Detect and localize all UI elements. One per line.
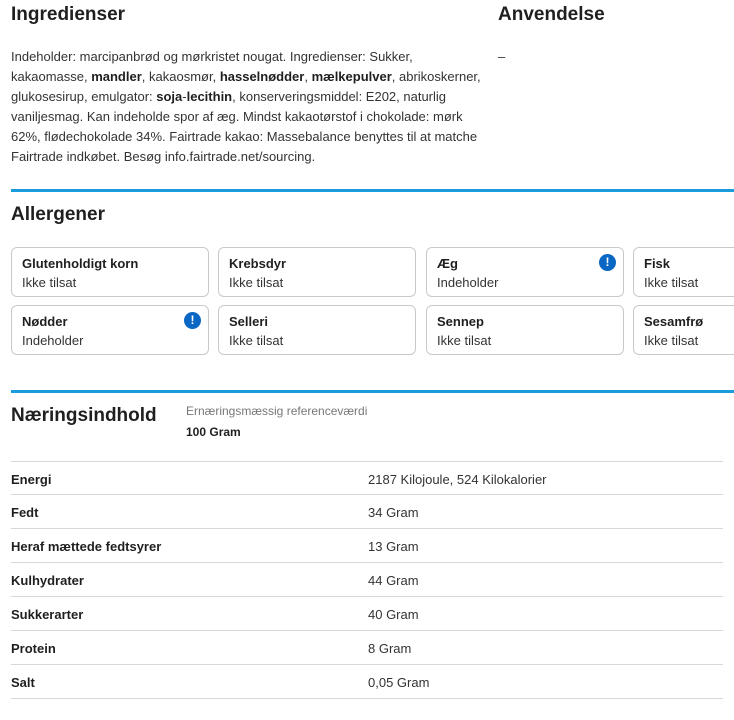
allergen-card [633,305,734,355]
allergen-status: Ikke tilsat [229,333,284,348]
nutrition-row [11,563,723,597]
reference-label: Ernæringsmæssig referenceværdi [186,404,368,418]
nutrition-row [11,665,723,699]
nutrition-row [11,461,723,495]
allergen-status: Indeholder [22,333,84,348]
nutrition-title: Næringsindhold [11,405,157,426]
allergen-name: Nødder [22,314,68,329]
allergen-name: Æg [437,256,458,271]
nutrient-name: Sukkerarter [11,607,84,622]
section-divider [11,390,734,393]
reference-value: 100 Gram [186,425,241,439]
allergen-status: Ikke tilsat [437,333,492,348]
usage-text: – [498,49,506,64]
allergen-status: Ikke tilsat [229,275,284,290]
allergen-name: Selleri [229,314,269,329]
nutrition-row [11,495,723,529]
nutrient-value: 2187 Kilojoule, 524 Kilokalorier [368,472,547,487]
nutrient-name: Heraf mættede fedtsyrer [11,539,162,554]
nutrient-name: Salt [11,675,35,690]
section-divider [11,189,734,192]
nutrient-value: 8 Gram [368,641,412,656]
allergen-cards [11,247,734,359]
nutrition-row [11,631,723,665]
nutrient-value: 40 Gram [368,607,419,622]
allergen-card [426,247,624,297]
ingredient-text-segment: , konserveringsmiddel: E202, naturlig vaniljesmag. Kan indeholde spor af æg. Mindst kakaotørstof i chokolade: mørk 62%, flødechokolade 34%. Fairtrade kakao: Massebalance benyttes til at matche Fairtrade indkøbet. Besøg info.fairtrade.net/sourcing. [11,89,478,164]
allergen-status: Ikke tilsat [644,333,699,348]
ingredients-text [11,47,481,167]
allergen-name: Krebsdyr [229,256,287,271]
allergen-card [633,247,734,297]
exclamation-circle-icon: ! [599,254,616,271]
nutrient-name: Protein [11,641,56,656]
allergen-card [218,247,416,297]
allergen-card [426,305,624,355]
ingredient-text-segment: , kakaosmør, [141,69,220,84]
nutrient-name: Energi [11,472,52,487]
allergen-highlight: mandler [91,69,142,84]
nutrient-value: 44 Gram [368,573,419,588]
allergen-card [11,247,209,297]
nutrition-row [11,597,723,631]
ingredient-text-segment: , abrikoskerner, glukosesirup, emulgator: [11,69,481,104]
nutrition-row [11,529,723,563]
allergen-name: Glutenholdigt korn [22,256,139,271]
nutrient-value: 13 Gram [368,539,419,554]
ingredients-title: Ingredienser [11,4,126,25]
ingredient-text-segment: Indeholder: marcipanbrød og mørkristet nougat. Ingredienser: Sukker, kakaomasse, [11,49,413,84]
allergen-highlight: hasselnødder [219,69,305,84]
ingredient-text-segment: , [304,69,312,84]
exclamation-circle-icon: ! [184,312,201,329]
allergen-status: Ikke tilsat [644,275,699,290]
allergen-card [218,305,416,355]
allergen-highlight: lecithin [186,89,233,104]
allergen-name: Sesamfrø [644,314,704,329]
nutrient-name: Kulhydrater [11,573,84,588]
allergen-name: Sennep [437,314,484,329]
allergen-name: Fisk [644,256,671,271]
nutrient-name: Fedt [11,505,39,520]
nutrient-value: 34 Gram [368,505,419,520]
allergen-highlight: soja [156,89,183,104]
ingredient-text-segment: - [182,89,187,104]
nutrient-value: 0,05 Gram [368,675,430,690]
allergens-title: Allergener [11,204,105,225]
allergen-highlight: mælkepulver [311,69,392,84]
allergen-status: Ikke tilsat [22,275,77,290]
allergen-status: Indeholder [437,275,499,290]
nutrition-table [11,461,723,699]
usage-title: Anvendelse [498,4,605,25]
allergen-card [11,305,209,355]
